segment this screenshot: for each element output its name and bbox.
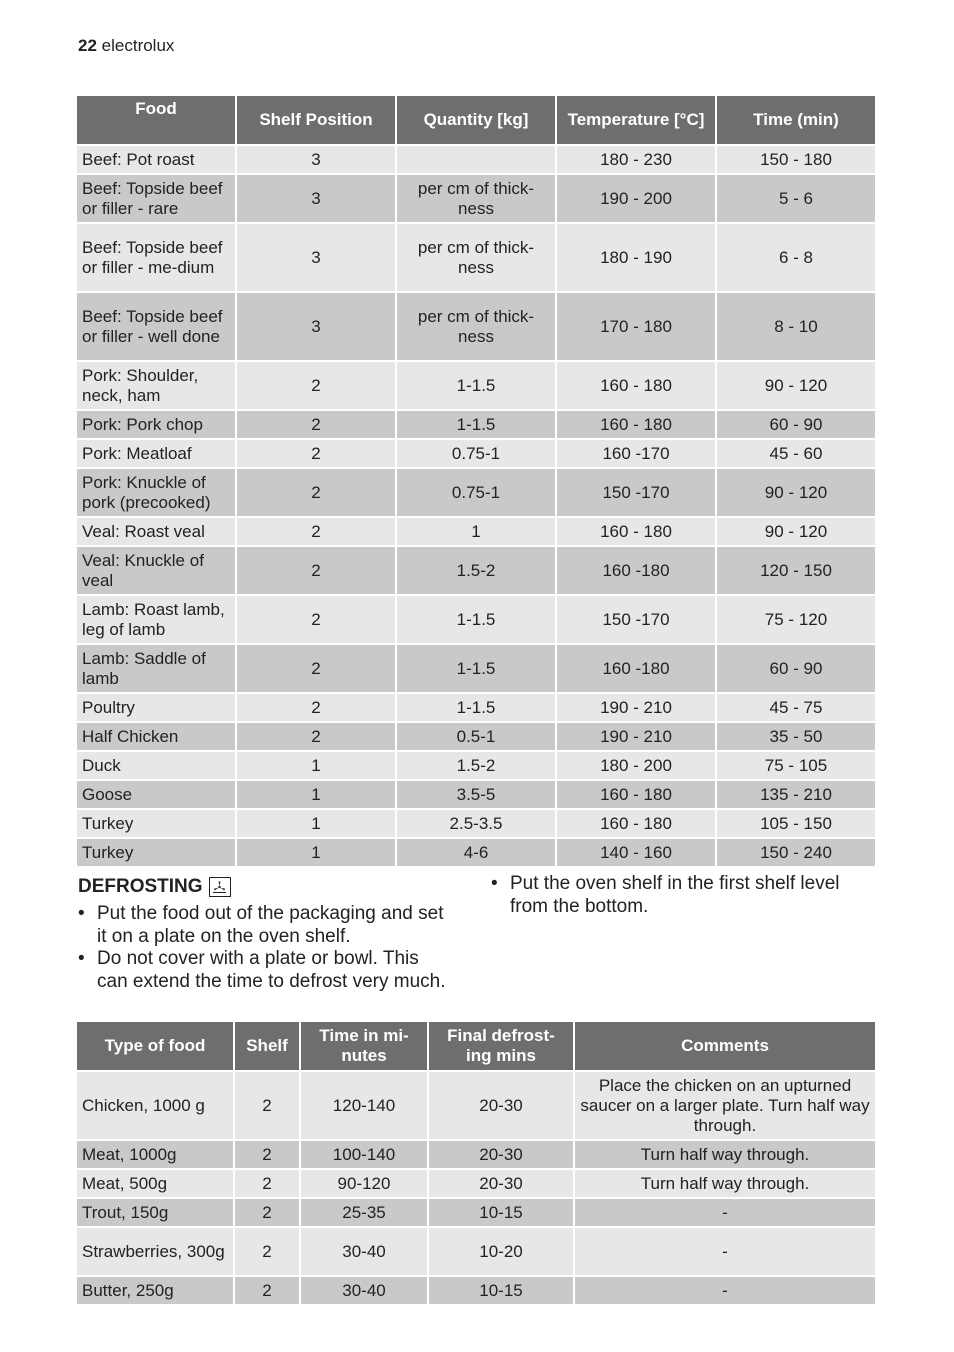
cell-food: Beef: Topside beef or filler - well done [77,293,237,362]
cell-food: Lamb: Roast lamb, leg of lamb [77,596,237,645]
defrosting-instructions-right [490,873,870,918]
cell-temp: 160 - 180 [557,781,717,810]
cell-temp: 160 - 180 [557,411,717,440]
column-header-time: Time (min) [717,96,875,146]
cell-quantity: 3.5-5 [397,781,557,810]
cell-shelf: 2 [235,1141,301,1170]
cell-time: 90 - 120 [717,362,875,411]
cell-quantity: 1-1.5 [397,596,557,645]
cell-time: 45 - 75 [717,694,875,723]
brand-name: electrolux [101,36,175,55]
cell-quantity [397,146,557,175]
cell-time: 35 - 50 [717,723,875,752]
cell-quantity: 1-1.5 [397,411,557,440]
cell-comments: - [575,1199,875,1228]
cell-shelf: 2 [237,694,397,723]
cell-shelf: 2 [235,1277,301,1306]
defrosting-table [77,1022,875,1306]
cell-shelf: 1 [237,781,397,810]
table-row [77,694,875,723]
cell-food: Meat, 500g [77,1170,235,1199]
list-item: • Put the oven shelf in the first shelf level from the bottom. [490,873,870,918]
column-header-final-defrosting: Final defrost-ing mins [429,1022,575,1072]
cell-quantity: 1-1.5 [397,645,557,694]
cell-temp: 140 - 160 [557,839,717,868]
cell-quantity: 1 [397,518,557,547]
page-header [78,36,174,56]
list-item: • Do not cover with a plate or bowl. This can extend the time to defrost very much. [77,948,447,993]
table-row [77,469,875,518]
table-header-row [77,1022,875,1072]
cell-quantity: 2.5-3.5 [397,810,557,839]
cell-shelf: 1 [237,839,397,868]
table-row [77,781,875,810]
cell-time: 75 - 120 [717,596,875,645]
defrosting-title: DEFROSTING [78,876,203,897]
table-row [77,810,875,839]
cell-time: 30-40 [301,1277,429,1306]
cell-food: Pork: Knuckle of pork (precooked) [77,469,237,518]
cell-shelf: 3 [237,175,397,224]
cell-time: 120 - 150 [717,547,875,596]
cell-food: Turkey [77,810,237,839]
page-number: 22 [78,36,97,55]
cell-shelf: 2 [235,1072,301,1141]
cell-time: 5 - 6 [717,175,875,224]
cell-shelf: 1 [237,810,397,839]
table-row [77,547,875,596]
cell-quantity: 4-6 [397,839,557,868]
cell-time: 45 - 60 [717,440,875,469]
cell-quantity: 0.75-1 [397,440,557,469]
cell-shelf: 2 [235,1199,301,1228]
cell-time: 150 - 180 [717,146,875,175]
table-row [77,440,875,469]
cell-food: Pork: Pork chop [77,411,237,440]
cell-quantity: per cm of thick-ness [397,175,557,224]
cell-time: 90 - 120 [717,518,875,547]
cell-food: Beef: Topside beef or filler - me-dium [77,224,237,293]
defrosting-heading [78,876,231,898]
table-row [77,175,875,224]
cell-food: Turkey [77,839,237,868]
table-row [77,224,875,293]
cell-food: Duck [77,752,237,781]
cell-temp: 160 -180 [557,645,717,694]
cell-quantity: per cm of thick-ness [397,224,557,293]
cell-final: 10-15 [429,1199,575,1228]
cell-food: Goose [77,781,237,810]
cell-shelf: 2 [237,518,397,547]
cell-shelf: 1 [237,752,397,781]
cell-food: Beef: Topside beef or filler - rare [77,175,237,224]
table-row [77,645,875,694]
cell-food: Lamb: Saddle of lamb [77,645,237,694]
cell-food: Pork: Meatloaf [77,440,237,469]
cell-comments: - [575,1277,875,1306]
table-row [77,1141,875,1170]
table-row [77,411,875,440]
column-header-shelf: Shelf Position [237,96,397,146]
table-row [77,146,875,175]
table-row [77,362,875,411]
column-header-quantity: Quantity [kg] [397,96,557,146]
cell-shelf: 2 [237,596,397,645]
column-header-temperature: Temperature [°C] [557,96,717,146]
cell-comments: Place the chicken on an upturned saucer on a larger plate. Turn half way through. [575,1072,875,1141]
cell-shelf: 3 [237,224,397,293]
cell-food: Trout, 150g [77,1199,235,1228]
table-row [77,1072,875,1141]
cell-temp: 160 - 180 [557,518,717,547]
cell-time: 75 - 105 [717,752,875,781]
cell-temp: 150 -170 [557,596,717,645]
cell-final: 10-20 [429,1228,575,1277]
cell-time: 120-140 [301,1072,429,1141]
defrost-fan-icon [209,877,231,897]
table-row [77,293,875,362]
cell-quantity: 1.5-2 [397,752,557,781]
cell-shelf: 2 [237,362,397,411]
cell-time: 6 - 8 [717,224,875,293]
table-row [77,1228,875,1277]
table-header-row [77,96,875,146]
cell-time: 105 - 150 [717,810,875,839]
column-header-food: Food [77,96,237,146]
cell-time: 90 - 120 [717,469,875,518]
cell-comments: - [575,1228,875,1277]
cell-food: Poultry [77,694,237,723]
cell-temp: 180 - 200 [557,752,717,781]
column-header-comments: Comments [575,1022,875,1072]
cell-shelf: 3 [237,146,397,175]
cell-time: 90-120 [301,1170,429,1199]
cell-food: Meat, 1000g [77,1141,235,1170]
cell-time: 60 - 90 [717,411,875,440]
cell-shelf: 2 [237,645,397,694]
cell-temp: 180 - 190 [557,224,717,293]
cell-shelf: 2 [237,411,397,440]
cell-shelf: 2 [237,723,397,752]
cell-time: 135 - 210 [717,781,875,810]
cell-time: 60 - 90 [717,645,875,694]
cell-final: 20-30 [429,1170,575,1199]
cell-time: 150 - 240 [717,839,875,868]
cell-quantity: 1.5-2 [397,547,557,596]
list-item: • Put the food out of the packaging and set it on a plate on the oven shelf. [77,903,447,948]
cell-quantity: per cm of thick-ness [397,293,557,362]
cell-quantity: 1-1.5 [397,694,557,723]
cell-shelf: 2 [237,547,397,596]
cell-food: Chicken, 1000 g [77,1072,235,1141]
cell-temp: 150 -170 [557,469,717,518]
cell-temp: 180 - 230 [557,146,717,175]
column-header-shelf: Shelf [235,1022,301,1072]
table-row [77,1199,875,1228]
cell-temp: 190 - 200 [557,175,717,224]
cell-quantity: 0.75-1 [397,469,557,518]
cell-food: Strawberries, 300g [77,1228,235,1277]
cell-shelf: 2 [237,469,397,518]
cell-final: 20-30 [429,1072,575,1141]
cell-comments: Turn half way through. [575,1141,875,1170]
cell-temp: 160 - 180 [557,362,717,411]
cell-food: Pork: Shoulder, neck, ham [77,362,237,411]
table-row [77,839,875,868]
cell-food: Veal: Knuckle of veal [77,547,237,596]
cell-temp: 190 - 210 [557,694,717,723]
table-row [77,1170,875,1199]
cell-shelf: 2 [237,440,397,469]
cell-food: Butter, 250g [77,1277,235,1306]
cell-shelf: 3 [237,293,397,362]
cell-temp: 190 - 210 [557,723,717,752]
defrosting-instructions-left [77,903,447,993]
cell-food: Beef: Pot roast [77,146,237,175]
cell-temp: 160 -170 [557,440,717,469]
cell-final: 10-15 [429,1277,575,1306]
cell-time: 8 - 10 [717,293,875,362]
cell-final: 20-30 [429,1141,575,1170]
cell-food: Half Chicken [77,723,237,752]
table-row [77,723,875,752]
roasting-table [77,96,875,868]
cell-quantity: 0.5-1 [397,723,557,752]
table-row [77,752,875,781]
column-header-type-of-food: Type of food [77,1022,235,1072]
column-header-time-in-minutes: Time in mi-nutes [301,1022,429,1072]
cell-shelf: 2 [235,1170,301,1199]
cell-time: 25-35 [301,1199,429,1228]
cell-shelf: 2 [235,1228,301,1277]
cell-comments: Turn half way through. [575,1170,875,1199]
cell-time: 30-40 [301,1228,429,1277]
cell-time: 100-140 [301,1141,429,1170]
cell-temp: 160 - 180 [557,810,717,839]
table-row [77,1277,875,1306]
table-row [77,518,875,547]
table-row [77,596,875,645]
cell-temp: 160 -180 [557,547,717,596]
cell-food: Veal: Roast veal [77,518,237,547]
cell-quantity: 1-1.5 [397,362,557,411]
cell-temp: 170 - 180 [557,293,717,362]
